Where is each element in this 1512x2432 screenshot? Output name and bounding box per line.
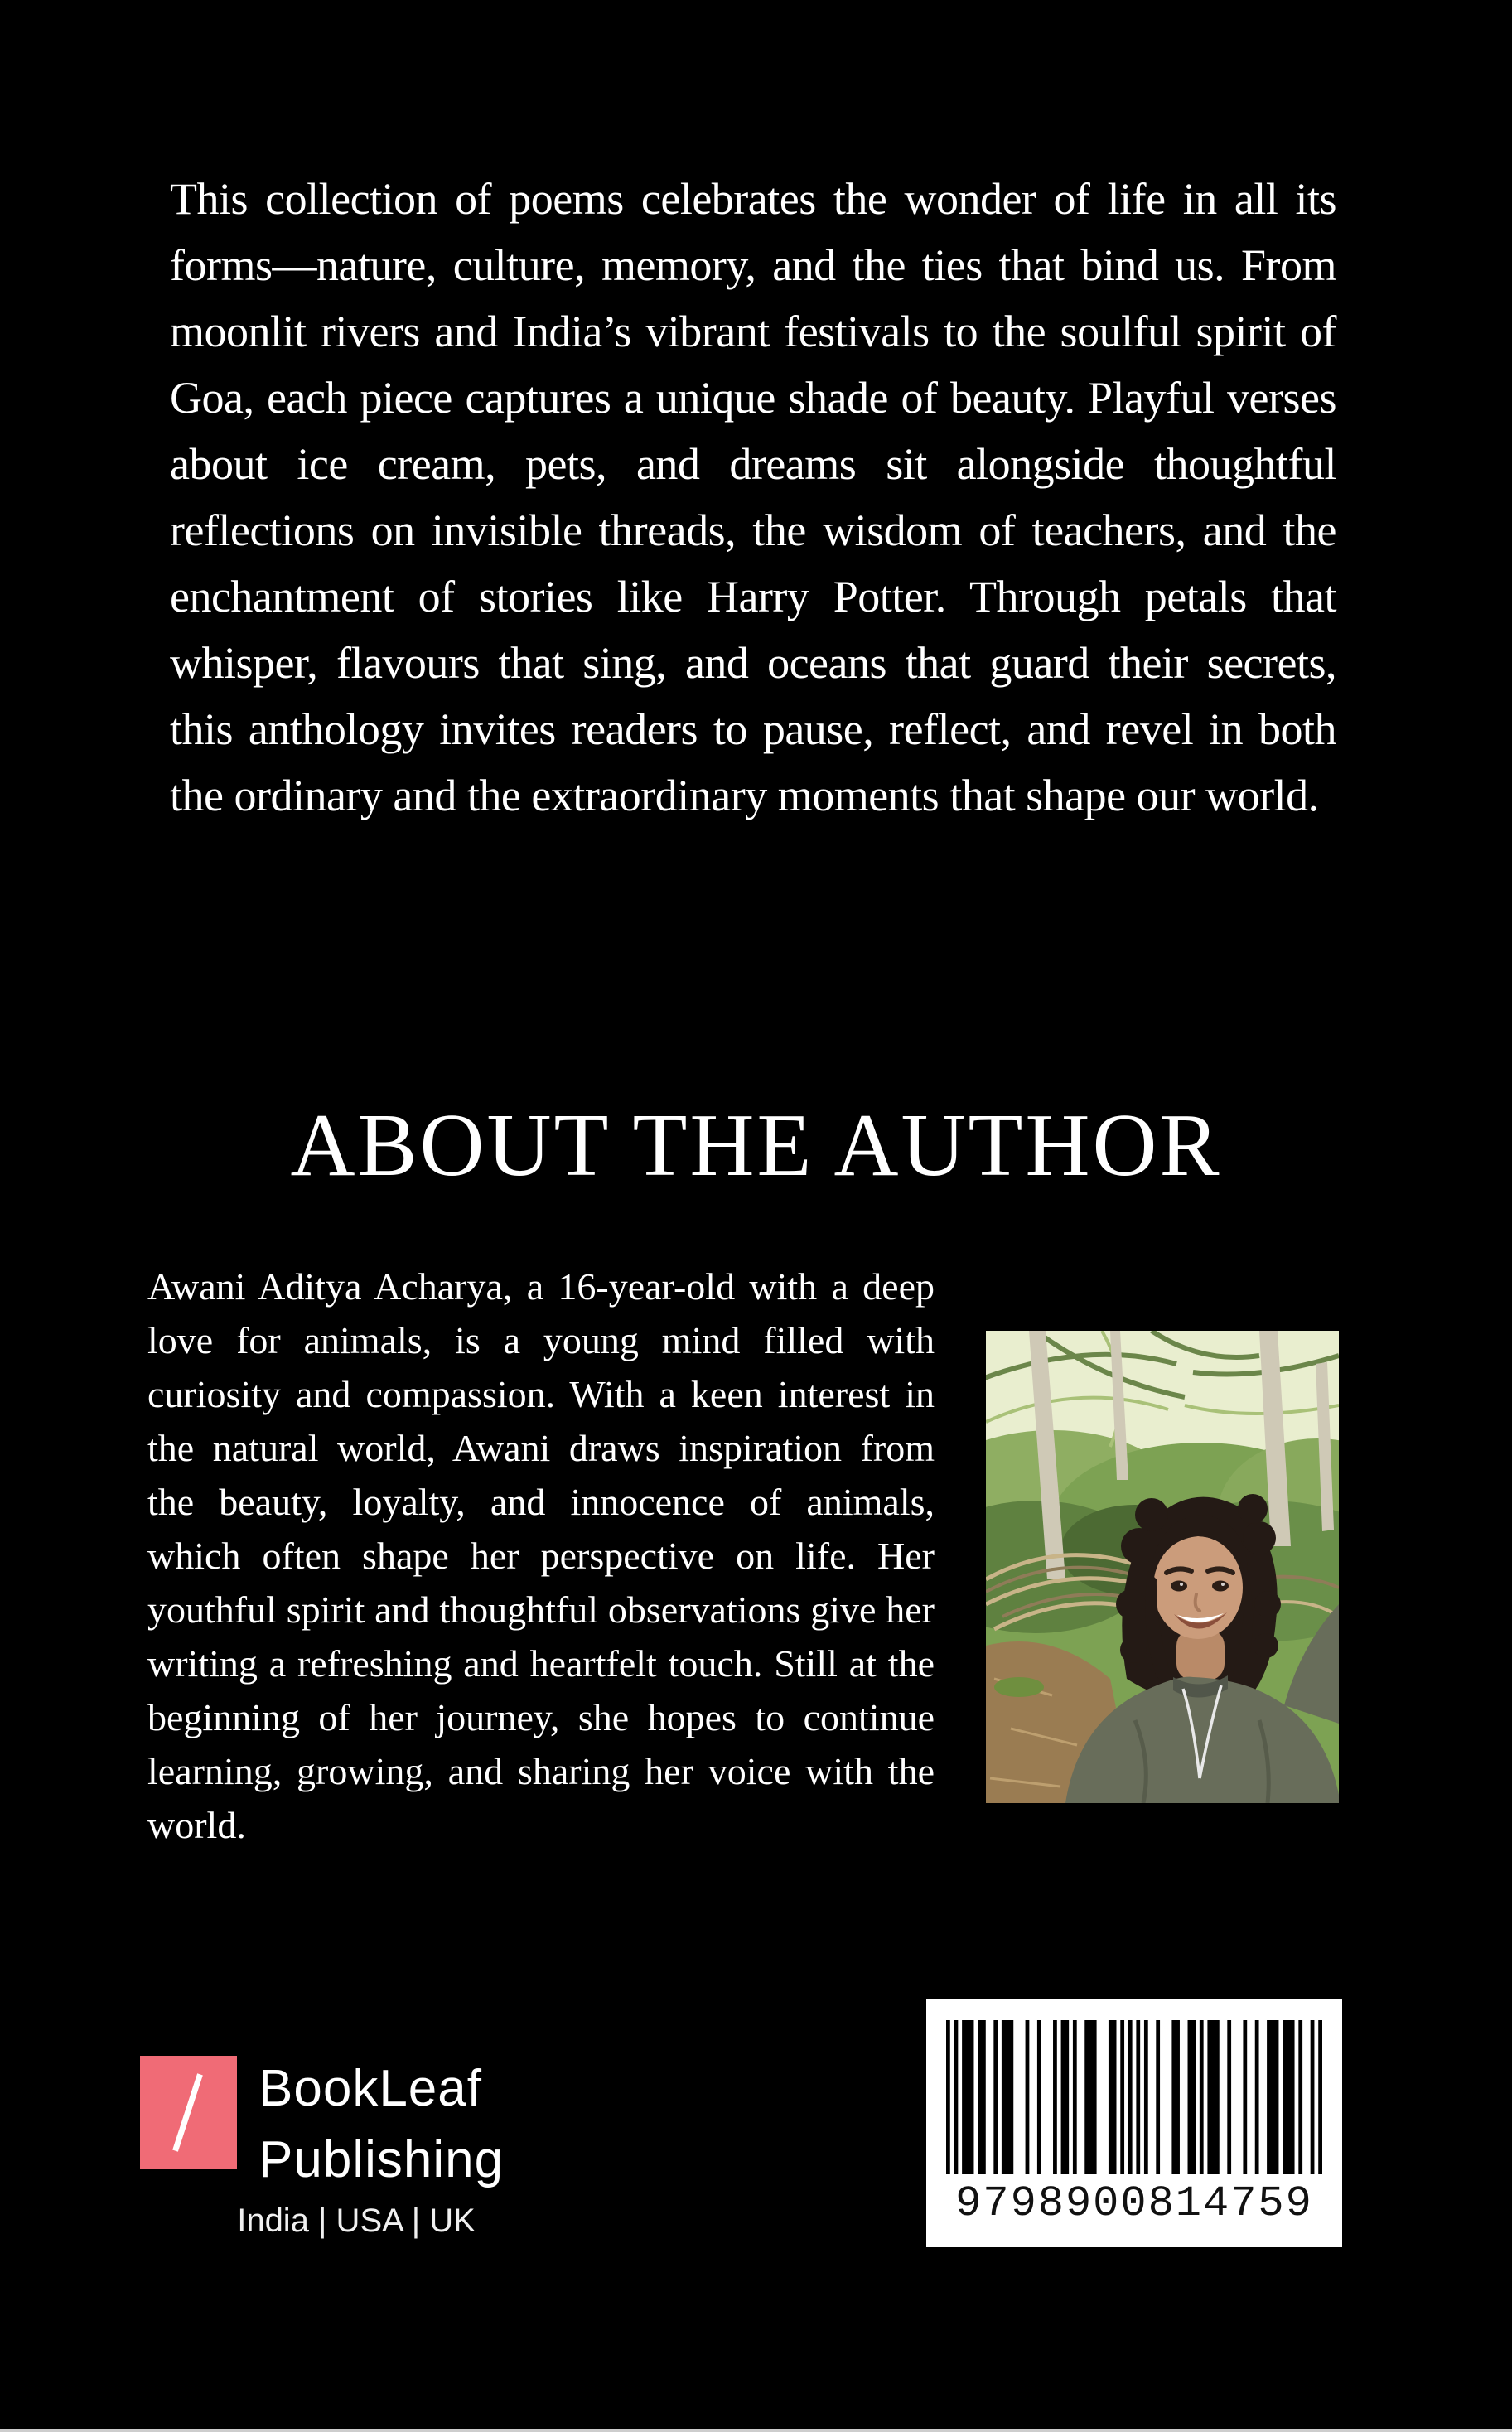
publisher-regions: India | USA | UK (237, 2202, 476, 2239)
isbn-number: 9798900814759 (955, 2179, 1313, 2228)
bottom-edge-line (0, 2429, 1512, 2432)
eye-left (1171, 1581, 1187, 1592)
logo-slash-icon (172, 2073, 203, 2151)
author-photo-illustration (986, 1331, 1339, 1803)
publisher-name-line1: BookLeaf (258, 2060, 482, 2117)
author-photo (986, 1331, 1339, 1803)
barcode-bars (946, 2020, 1322, 2174)
publisher-name-line2: Publishing (258, 2131, 505, 2188)
synopsis-text: This collection of poems celebrates the wonder of life in all its forms—nature, culture, memory, and the ties that bind us. From moonlit rivers and India’s vibrant festivals to the soulful spirit of Goa, each piece captures a unique shade of beauty. Playful verses about ice cream, pets, and dreams sit alongside thoughtful reflections on invisible threads, the wisdom of teachers, and the enchantment of stories like Harry Potter. Through petals that whisper, flavours that sing, and oceans that guard their secrets, this anthology invites readers to pause, reflect, and revel in both the ordinary and the extraordinary moments that shape our world. (170, 174, 1336, 820)
about-the-author-heading: ABOUT THE AUTHOR (290, 1096, 1222, 1195)
eye-right (1212, 1581, 1229, 1592)
publisher-wordmark (258, 2053, 504, 2196)
author-bio-text: Awani Aditya Acharya, a 16-year-old with a deep love for animals, is a young mind filled with curiosity and compassion. With a keen interest in the natural world, Awani draws inspiration from the beauty, loyalty, and innocence of animals, which often shape her perspective on life. Her youthful spirit and thoughtful observations give her writing a refreshing and heartfelt touch. Still at the beginning of her journey, she hopes to continue learning, growing, and sharing her voice with the world. (147, 1265, 935, 1846)
barcode-box (926, 1999, 1342, 2247)
bookleaf-logo-mark (140, 2056, 237, 2169)
